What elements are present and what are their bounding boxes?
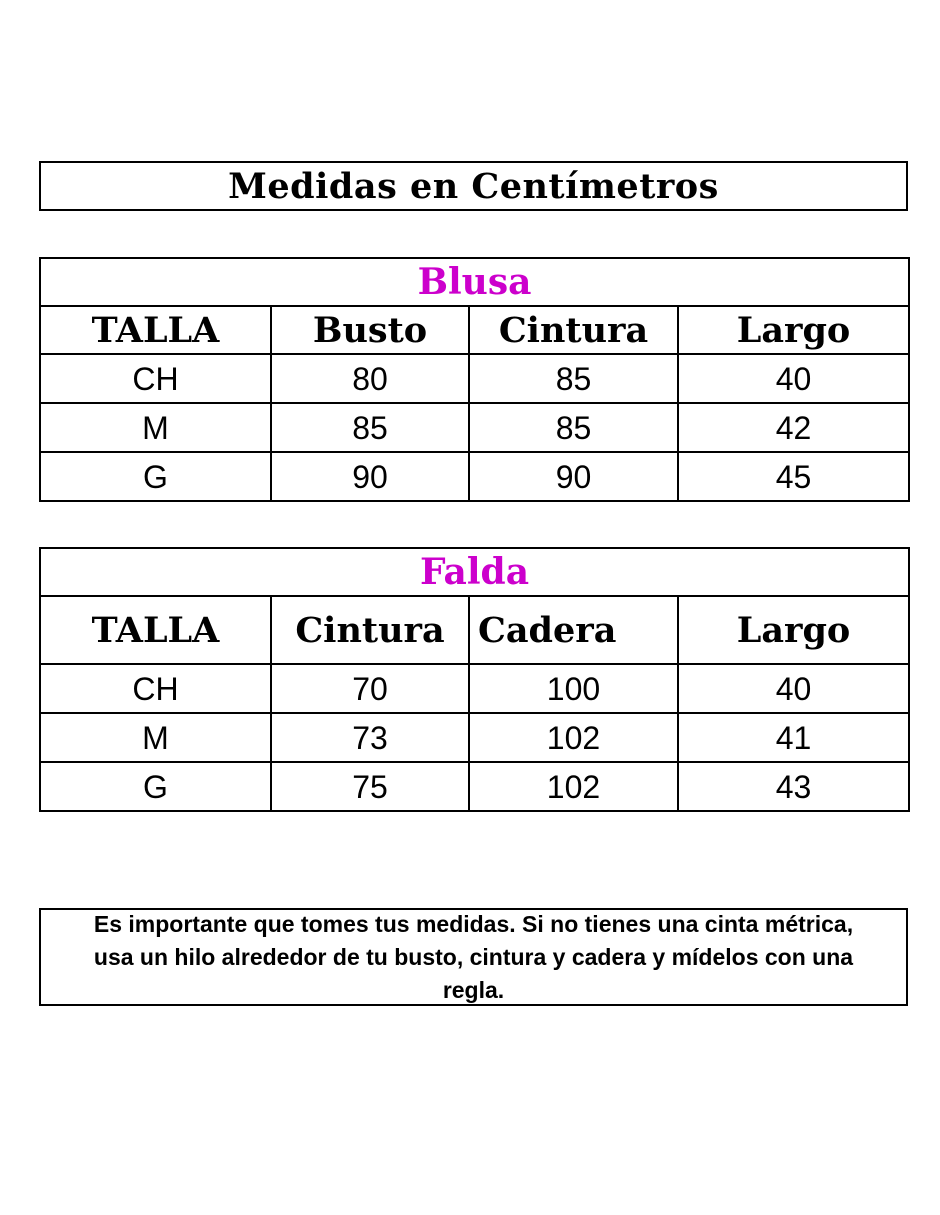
blusa-cell-talla: G	[40, 452, 271, 501]
blusa-header-row	[40, 306, 909, 354]
falda-header-talla: TALLA	[40, 596, 271, 664]
falda-cell-largo: 43	[678, 762, 909, 811]
blusa-cell-cintura: 85	[469, 403, 678, 452]
blusa-cell-cintura: 90	[469, 452, 678, 501]
blusa-cell-busto: 90	[271, 452, 469, 501]
falda-cell-largo: 41	[678, 713, 909, 762]
falda-title-row	[40, 548, 909, 596]
blusa-title: Blusa	[417, 261, 532, 303]
page-title-box	[39, 161, 908, 211]
measurement-note: Es importante que tomes tus medidas. Si no tienes una cinta métrica, usa un hilo alrededor de tu busto, cintura y cadera y mídelos con una regla.	[93, 910, 854, 1003]
falda-header-largo: Largo	[678, 596, 909, 664]
falda-header-cintura: Cintura	[271, 596, 469, 664]
falda-title-cell	[40, 548, 909, 596]
blusa-cell-busto: 80	[271, 354, 469, 403]
falda-cell-talla: G	[40, 762, 271, 811]
falda-cell-talla: M	[40, 713, 271, 762]
blusa-size-table	[39, 257, 910, 502]
falda-cell-cadera: 102	[469, 762, 678, 811]
page-title: Medidas en Centímetros	[228, 165, 719, 207]
table-row	[40, 354, 909, 403]
blusa-header-largo: Largo	[678, 306, 909, 354]
measurement-note-box	[39, 908, 908, 1006]
falda-cell-cintura: 75	[271, 762, 469, 811]
falda-cell-cadera: 102	[469, 713, 678, 762]
table-row	[40, 403, 909, 452]
falda-cell-cintura: 73	[271, 713, 469, 762]
falda-header-row	[40, 596, 909, 664]
blusa-cell-largo: 40	[678, 354, 909, 403]
blusa-cell-busto: 85	[271, 403, 469, 452]
blusa-header-busto: Busto	[271, 306, 469, 354]
blusa-header-talla: TALLA	[40, 306, 271, 354]
blusa-title-cell	[40, 258, 909, 306]
table-row	[40, 762, 909, 811]
blusa-cell-largo: 45	[678, 452, 909, 501]
falda-cell-largo: 40	[678, 664, 909, 713]
table-row	[40, 713, 909, 762]
falda-cell-talla: CH	[40, 664, 271, 713]
table-row	[40, 452, 909, 501]
table-row	[40, 664, 909, 713]
blusa-cell-cintura: 85	[469, 354, 678, 403]
blusa-cell-largo: 42	[678, 403, 909, 452]
blusa-cell-talla: CH	[40, 354, 271, 403]
falda-cell-cintura: 70	[271, 664, 469, 713]
blusa-title-row	[40, 258, 909, 306]
blusa-cell-talla: M	[40, 403, 271, 452]
falda-header-cadera: Cadera	[469, 596, 678, 664]
falda-size-table	[39, 547, 910, 812]
falda-title: Falda	[419, 551, 530, 593]
blusa-header-cintura: Cintura	[469, 306, 678, 354]
falda-cell-cadera: 100	[469, 664, 678, 713]
